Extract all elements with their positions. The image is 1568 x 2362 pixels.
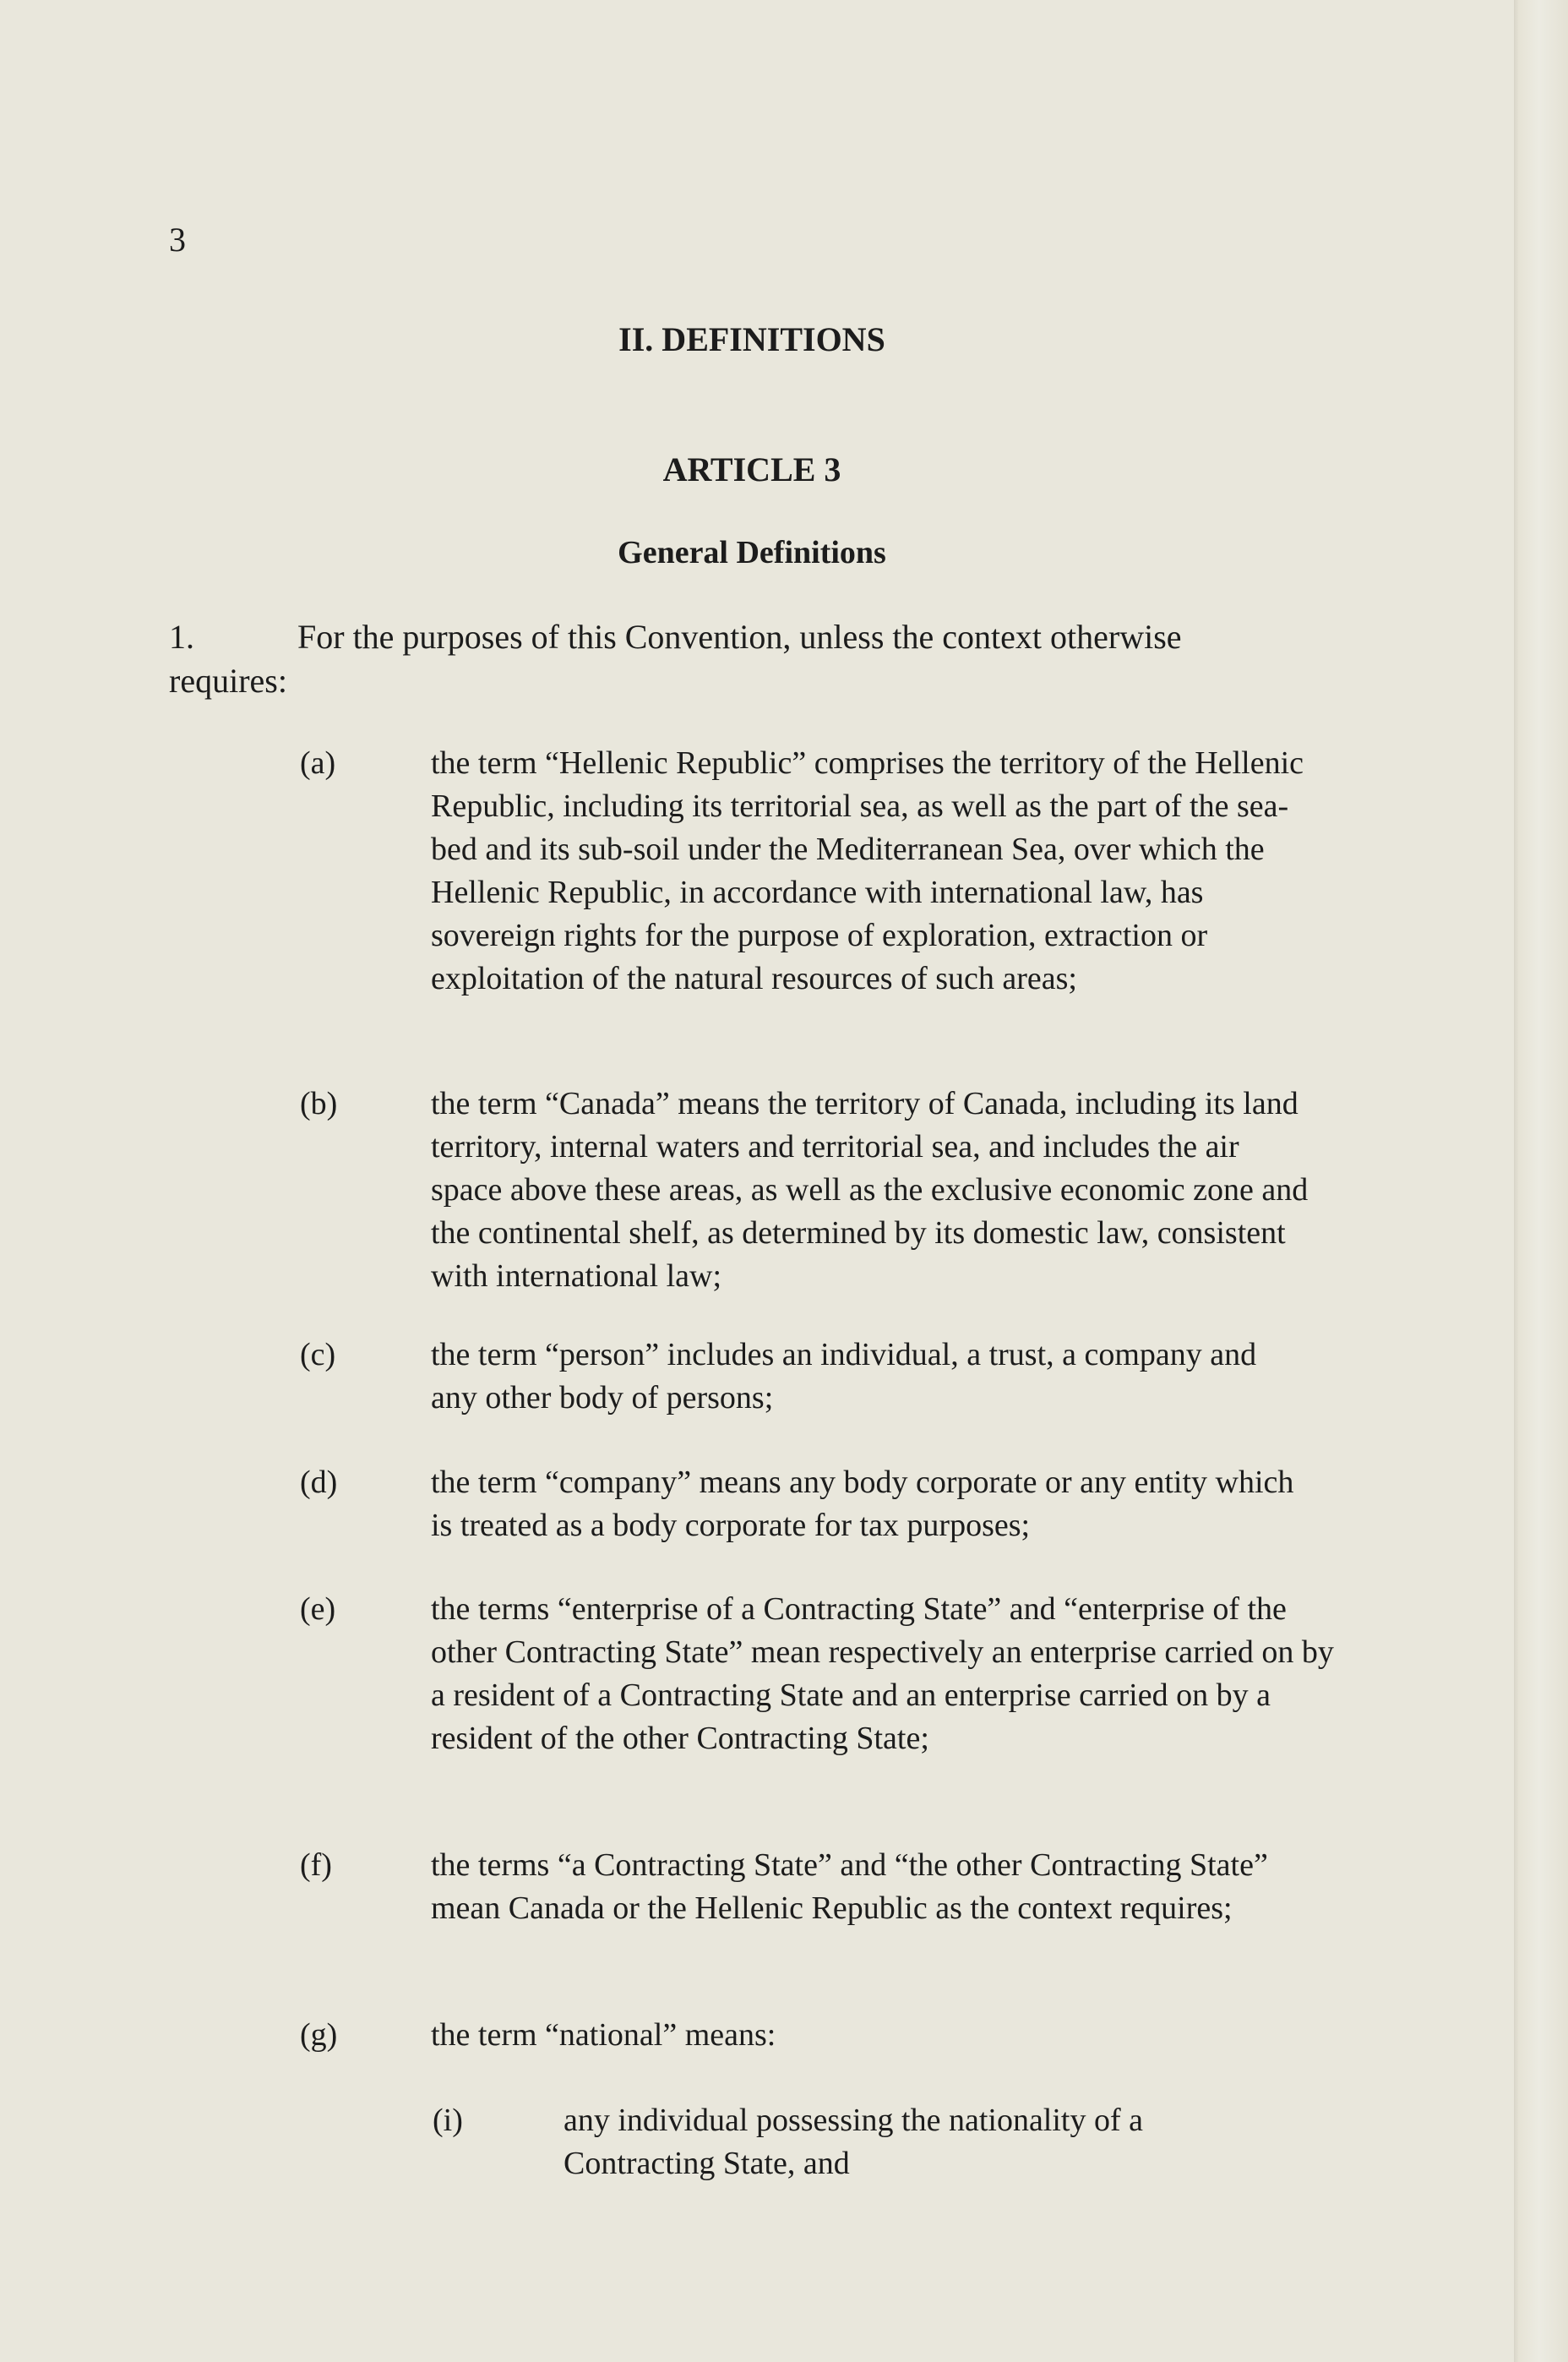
subitem-text: any individual possessing the nationality of a Contracting State, and [564,2103,1144,2181]
item-text: the terms “enterprise of a Contracting State” and “enterprise of the other Contracting State” mean respectively an enterprise carried on by a resident of a Contracting State and an enterprise carried on by a resident of the other Contracting State; [431,1591,1334,1756]
item-text: the term “Hellenic Republic” comprises the territory of the Hellenic Republic, including its territorial sea, as well as the part of the sea-bed and its sub-soil under the Mediterranean Sea, over which the Hellenic Republic, in accordance with international law, has sovereign rights for the purpose of exploration, extraction or exploitation of the natural resources of such areas; [431,745,1304,996]
item-label: (f) [300,1847,332,1883]
definition-item-d [300,1461,1348,1547]
item-text: the term “Canada” means the territory of Canada, including its land territory, internal waters and territorial sea, and includes the air space above these areas, as well as the exclusive economic zone and the continental shelf, as determined by its domestic law, consistent with international law; [431,1086,1309,1294]
intro-text-line1: For the purposes of this Convention, unless the context otherwise [297,618,1182,656]
page-edge [1514,0,1568,2362]
item-label: (g) [300,2017,338,2053]
item-label: (e) [300,1591,336,1627]
intro-text-line2: requires: [169,662,287,700]
page-number: 3 [169,221,186,259]
intro-number: 1. [169,618,194,656]
definition-item-a [300,742,1348,1001]
item-text: the terms “a Contracting State” and “the other Contracting State” mean Canada or the Hellenic Republic as the context requires; [431,1847,1268,1926]
definition-item-e [300,1588,1348,1760]
section-heading: II. DEFINITIONS [618,320,885,358]
article-heading: ARTICLE 3 [662,450,841,488]
item-label: (a) [300,745,336,781]
item-text: the term “person” includes an individual, a trust, a company and any other body of persons; [431,1337,1257,1416]
article-subheading: General Definitions [618,535,886,570]
subitem-label: (i) [433,2103,463,2138]
definition-item-b [300,1083,1348,1298]
item-label: (d) [300,1465,338,1500]
item-text: the term “company” means any body corporate or any entity which is treated as a body corporate for tax purposes; [431,1465,1294,1543]
item-label: (c) [300,1337,336,1372]
intro-paragraph [169,615,1335,703]
definition-subitem-i [433,2099,1277,2185]
item-label: (b) [300,1086,338,1121]
definition-item-c [300,1334,1348,1420]
definition-item-f [300,1844,1348,1930]
item-text: the term “national” means: [431,2017,776,2053]
definition-item-g [300,2014,1348,2057]
